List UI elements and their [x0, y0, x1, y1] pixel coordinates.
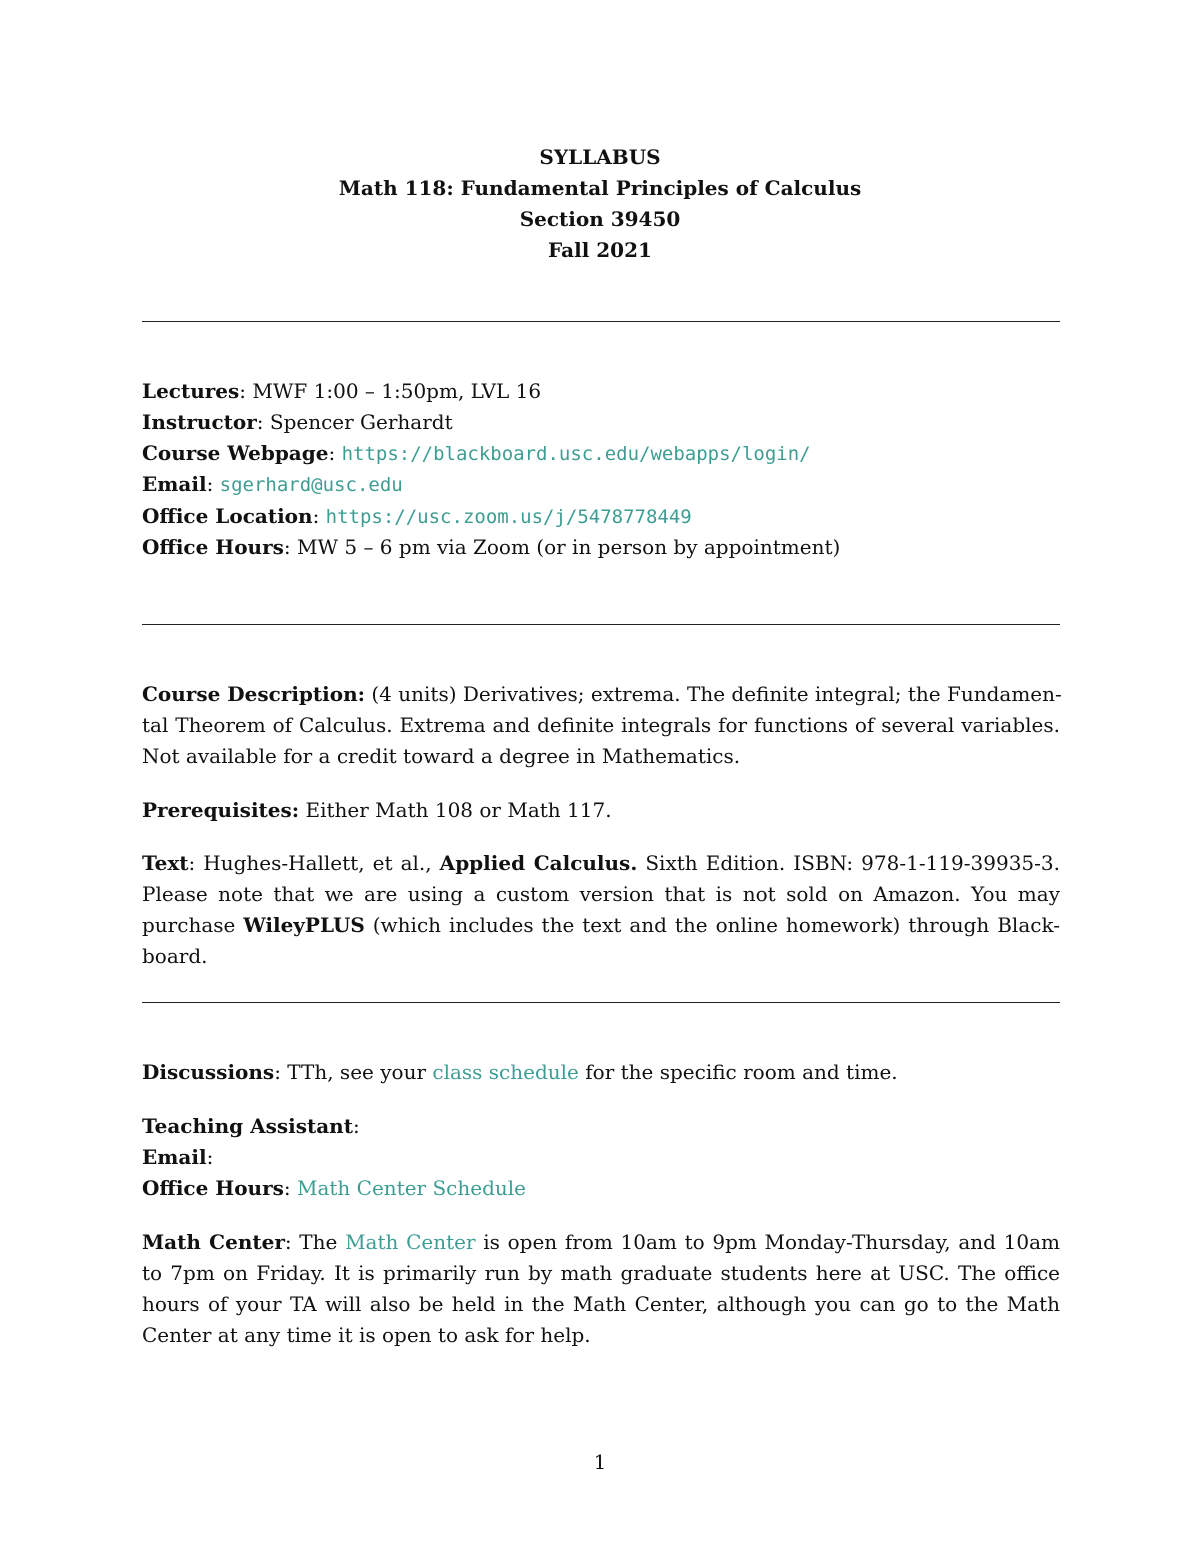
wileyplus-name: WileyPLUS — [243, 913, 365, 937]
text-book-title: Applied Calculus. — [439, 851, 638, 875]
course-title: Math 118: Fundamental Principles of Calculus — [338, 176, 862, 200]
discussions-label: Discussions — [142, 1060, 275, 1084]
text-label: Text — [142, 851, 189, 875]
instructor-label: Instructor — [142, 410, 257, 434]
ta-email-sep: : — [206, 1145, 214, 1169]
office-location-label: Office Location — [142, 504, 313, 528]
divider-3 — [142, 1002, 1060, 1003]
course-description-line-3: Not available for a credit toward a degree in Mathematics. — [142, 744, 741, 768]
page-number: 1 — [593, 1450, 607, 1474]
ta-email-label: Email — [142, 1145, 207, 1169]
text-line-3-a: purchase — [142, 913, 244, 937]
text-authors: : Hughes-Hallett, et al., — [188, 851, 440, 875]
ta-sep: : — [352, 1114, 360, 1138]
math-center-label: Math Center — [142, 1230, 285, 1254]
math-center-text-b: is open from 10am to 9pm Monday-Thursday, and 10am — [475, 1230, 1061, 1254]
instructor-row — [142, 407, 1060, 438]
math-center-line-4: Center at any time it is open to ask for help. — [142, 1323, 591, 1347]
instructor-value: : Spencer Gerhardt — [256, 410, 453, 434]
office-hours-value: : MW 5 – 6 pm via Zoom (or in person by appointment) — [283, 535, 841, 559]
prerequisites-value: Either Math 108 or Math 117. — [299, 798, 612, 822]
office-hours-label: Office Hours — [142, 535, 284, 559]
ta-email-row — [142, 1142, 1060, 1173]
math-center-schedule-link[interactable]: Math Center Schedule — [296, 1176, 527, 1200]
course-description-text-1: (4 units) Derivatives; extrema. The definite integral; the Fundamen- — [365, 682, 1062, 706]
divider-1 — [142, 321, 1060, 322]
text-edition: Sixth Edition. ISBN: 978-1-119-39935-3. — [637, 851, 1060, 875]
divider-2 — [142, 624, 1060, 625]
webpage-sep: : — [328, 441, 342, 465]
math-center-line-1 — [142, 1227, 1060, 1258]
email-label: Email — [142, 472, 207, 496]
doc-title: SYLLABUS — [539, 145, 661, 169]
lectures-row — [142, 376, 1060, 407]
office-location-row — [142, 501, 1060, 533]
lectures-value: : MWF 1:00 – 1:50pm, LVL 16 — [239, 379, 542, 403]
email-link[interactable]: sgerhard@usc.edu — [219, 474, 403, 496]
ta-office-hours-sep: : — [283, 1176, 297, 1200]
webpage-link[interactable]: https://blackboard.usc.edu/webapps/login/ — [341, 443, 811, 465]
ta-row — [142, 1111, 1060, 1142]
section-number: Section 39450 — [519, 207, 681, 231]
math-center-link[interactable]: Math Center — [345, 1230, 476, 1254]
prerequisites-row — [142, 795, 1060, 826]
office-location-sep: : — [312, 504, 326, 528]
email-row — [142, 469, 1060, 501]
office-location-link[interactable]: https://usc.zoom.us/j/5478778449 — [325, 506, 692, 528]
discussions-row — [142, 1057, 1060, 1088]
class-schedule-link[interactable]: class schedule — [432, 1060, 579, 1084]
discussions-text-b: for the specific room and time. — [578, 1060, 898, 1084]
term: Fall 2021 — [548, 238, 652, 262]
text-line-4: board. — [142, 944, 208, 968]
discussions-text-a: : TTh, see your — [274, 1060, 433, 1084]
text-line-3 — [142, 910, 1060, 941]
math-center-line-2: to 7pm on Friday. It is primarily run by math graduate students here at USC. The office — [142, 1261, 1060, 1285]
math-center-line-3: hours of your TA will also be held in the Math Center, although you can go to the Math — [142, 1292, 1060, 1316]
webpage-row — [142, 438, 1060, 470]
office-hours-row — [142, 532, 1060, 563]
course-description-label: Course Description: — [142, 682, 366, 706]
math-center-text-a: : The — [284, 1230, 346, 1254]
webpage-label: Course Webpage — [142, 441, 329, 465]
text-line-1 — [142, 848, 1060, 879]
ta-office-hours-row — [142, 1173, 1060, 1204]
email-sep: : — [206, 472, 220, 496]
text-line-2: Please note that we are using a custom version that is not sold on Amazon. You may — [142, 882, 1060, 906]
text-line-3-c: (which includes the text and the online homework) through Black- — [364, 913, 1060, 937]
lectures-label: Lectures — [142, 379, 240, 403]
prerequisites-label: Prerequisites: — [142, 798, 300, 822]
ta-label: Teaching Assistant — [142, 1114, 353, 1138]
course-description-line-1 — [142, 679, 1060, 710]
ta-office-hours-label: Office Hours — [142, 1176, 284, 1200]
course-description-line-2: tal Theorem of Calculus. Extrema and definite integrals for functions of several variables. — [142, 713, 1060, 737]
